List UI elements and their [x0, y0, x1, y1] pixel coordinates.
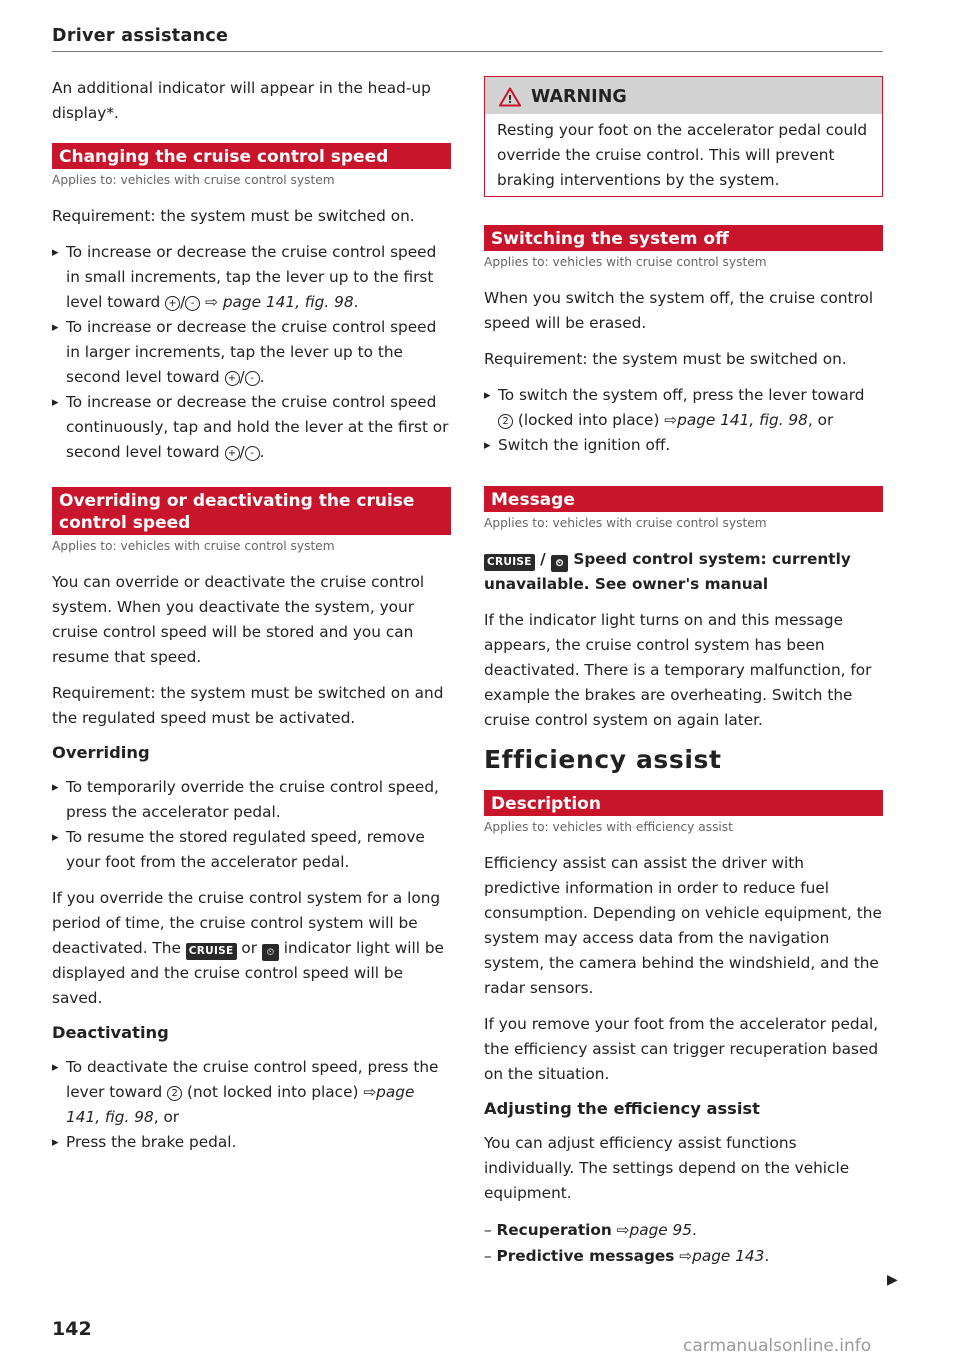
list-item: ▸ To increase or decrease the cruise control speed in small increments, tap the lever up to the first level toward + / - ⇨ page 141, fig. 98. — [52, 240, 451, 315]
list-item: ▸ To temporarily override the cruise control speed, press the accelerator pedal. — [52, 775, 451, 825]
applies-to: Applies to: vehicles with cruise control system — [52, 173, 335, 187]
list-item: ▸ To switch the system off, press the lever toward 2 (locked into place) ⇨page 141, fig. 98, or — [484, 383, 883, 433]
page-reference-link[interactable]: page 141, fig. 98 — [677, 411, 808, 429]
page-reference-link[interactable]: page 141, fig. 98 — [66, 1083, 415, 1126]
list-item: ▸ To resume the stored regulated speed, remove your foot from the accelerator pedal. — [52, 825, 451, 875]
svg-text:!: ! — [507, 93, 513, 106]
paragraph: When you switch the system off, the cruise control speed will be erased. — [484, 289, 874, 332]
list-item: ▸ To increase or decrease the cruise control speed in larger increments, tap the lever up to the second level toward + / - . — [52, 315, 451, 390]
list-item: ▸ Press the brake pedal. — [52, 1130, 451, 1155]
warning-box — [484, 76, 883, 197]
paragraph: Efficiency assist can assist the driver with predictive information in order to reduce fuel consumption. Depending on vehicle equipment, the system may access data from the navigation system, the camera behind the windshield, and the radar sensors. — [484, 854, 882, 997]
warning-title: WARNING — [531, 87, 627, 107]
section-title-changing-speed: Changing the cruise control speed — [52, 143, 451, 169]
instruction-list — [52, 1055, 451, 1155]
message-text: Speed control system: currently unavailable. See owner's manual — [484, 550, 851, 593]
applies-to: Applies to: vehicles with cruise control system — [484, 516, 767, 530]
paragraph: You can adjust efficiency assist functions individually. The settings depend on the vehicle equipment. — [484, 1134, 850, 1202]
requirement: Requirement: the system must be switched on and the regulated speed must be activated. — [52, 684, 444, 727]
paragraph: If you remove your foot from the accelerator pedal, the efficiency assist can trigger recuperation based on the situation. — [484, 1015, 879, 1083]
requirement: Requirement: the system must be switched on. — [484, 350, 847, 368]
subheading-overriding: Overriding — [52, 743, 150, 762]
instruction-list — [52, 240, 451, 465]
warning-triangle-icon — [499, 87, 521, 107]
warning-header — [485, 77, 882, 114]
applies-to: Applies to: vehicles with cruise control system — [52, 539, 335, 553]
running-header: Driver assistance — [52, 26, 229, 46]
right-column — [484, 76, 883, 1269]
cruise-indicator-icon: CRUISE — [484, 554, 535, 571]
arrow-icon: ⇨ — [616, 1221, 630, 1239]
chapter-heading-efficiency-assist: Efficiency assist — [484, 745, 722, 774]
list-item: ▸ To increase or decrease the cruise control speed continuously, tap and hold the lever at the first or second level toward + / - . — [52, 390, 451, 465]
reference-list — [484, 1217, 883, 1269]
arrow-icon: ⇨ — [205, 293, 218, 311]
minus-icon: - — [185, 296, 200, 311]
plus-icon: + — [165, 296, 180, 311]
minus-icon: - — [245, 371, 260, 386]
plus-icon: + — [225, 371, 240, 386]
list-item: ▸ Switch the ignition off. — [484, 433, 883, 458]
paragraph: If you override the cruise control system for a long period of time, the cruise control system will be deactivated. The CRUISE or ⏲ indicator light will be displayed and the cruise control speed will be saved. — [52, 889, 444, 1007]
plus-icon: + — [225, 446, 240, 461]
list-item: – Recuperation ⇨page 95. — [484, 1221, 697, 1239]
watermark: carmanualsonline.info — [683, 1336, 872, 1356]
page-number: 142 — [52, 1318, 92, 1340]
page-reference-link[interactable]: page 141, fig. 98 — [222, 293, 354, 311]
intro-paragraph: An additional indicator will appear in the head-up display*. — [52, 79, 431, 122]
instruction-list — [52, 775, 451, 875]
applies-to: Applies to: vehicles with efficiency assist — [484, 820, 733, 834]
subheading-adjusting: Adjusting the efficiency assist — [484, 1099, 760, 1118]
left-column — [52, 76, 451, 1166]
section-title-message: Message — [484, 486, 883, 512]
page-reference-link[interactable]: page 95 — [629, 1221, 693, 1239]
speedometer-indicator-icon: ⏲ — [262, 944, 279, 961]
requirement: Requirement: the system must be switched on. — [52, 207, 415, 225]
number-2-icon: 2 — [498, 414, 513, 429]
section-title-switching-off: Switching the system off — [484, 225, 883, 251]
header-rule — [52, 51, 883, 52]
continue-arrow-icon: ▶ — [887, 1272, 898, 1288]
minus-icon: - — [245, 446, 260, 461]
arrow-icon: ⇨ — [679, 1247, 693, 1265]
applies-to: Applies to: vehicles with cruise control system — [484, 255, 767, 269]
list-item: ▸ To deactivate the cruise control speed, press the lever toward 2 (not locked into place) ⇨page 141, fig. 98, or — [52, 1055, 451, 1130]
section-title-overriding: Overriding or deactivating the cruise control speed — [52, 487, 451, 535]
page-reference-link[interactable]: page 143 — [692, 1247, 765, 1265]
subheading-deactivating: Deactivating — [52, 1023, 169, 1042]
arrow-icon: ⇨ — [664, 411, 678, 429]
message-heading: CRUISE / ⏲ Speed control system: currently unavailable. See owner's manual — [484, 550, 851, 593]
number-2-icon: 2 — [167, 1086, 182, 1101]
section-title-description: Description — [484, 790, 883, 816]
list-item: – Predictive messages ⇨page 143. — [484, 1247, 770, 1265]
instruction-list — [484, 383, 883, 458]
speedometer-indicator-icon: ⏲ — [551, 555, 568, 572]
arrow-icon: ⇨ — [363, 1083, 377, 1101]
cruise-indicator-icon: CRUISE — [186, 943, 237, 960]
warning-text: Resting your foot on the accelerator pedal could override the cruise control. This will prevent braking interventions by the system. — [497, 121, 868, 189]
paragraph: You can override or deactivate the cruise control system. When you deactivate the system, your cruise control speed will be stored and you can resume that speed. — [52, 573, 425, 666]
paragraph: If the indicator light turns on and this message appears, the cruise control system has been deactivated. There is a temporary malfunction, for example the brakes are overheating. Switch the cruise control system on again later. — [484, 611, 872, 729]
